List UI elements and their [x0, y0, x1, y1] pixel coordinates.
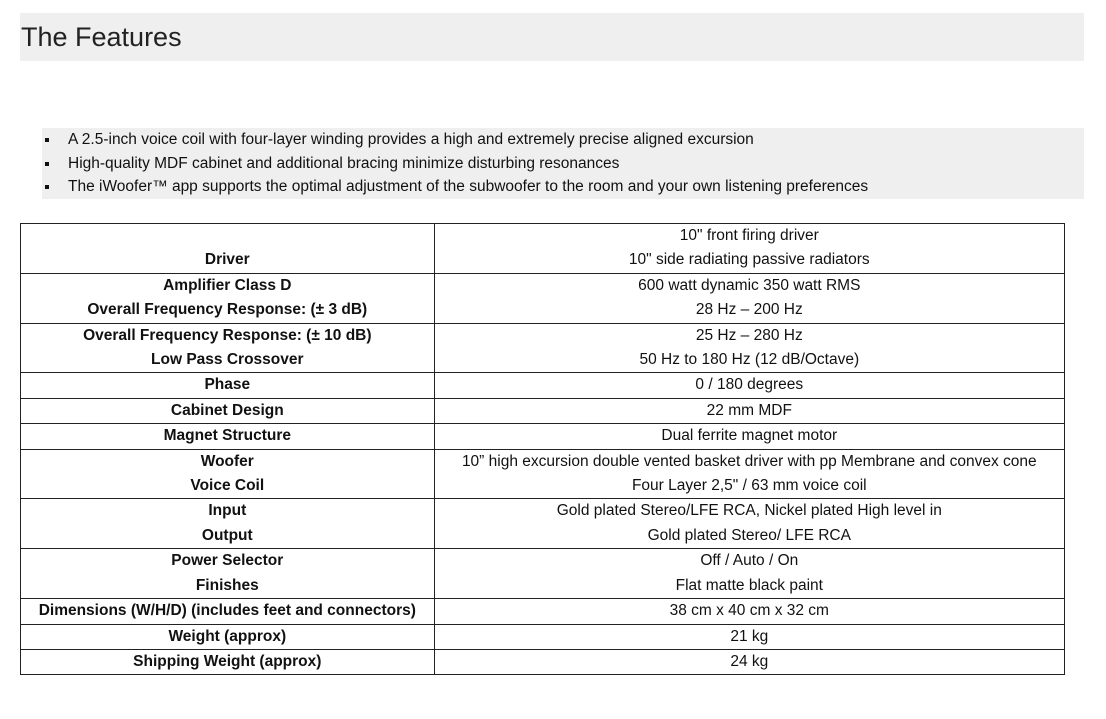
bullet-icon — [45, 138, 49, 142]
spec-label: Overall Frequency Response: (± 10 dB) — [83, 326, 372, 344]
spec-label-cell — [21, 273, 435, 323]
spec-label: Driver — [204, 251, 250, 269]
spec-value: 0 / 180 degrees — [695, 376, 804, 394]
spec-label-cell — [21, 549, 435, 599]
spec-label: Dimensions (W/H/D) (includes feet and connectors) — [38, 602, 416, 620]
spec-label-cell — [21, 424, 435, 449]
spec-value-cell — [434, 398, 1064, 423]
spec-value-cell — [434, 549, 1064, 599]
spec-label-cell — [21, 599, 435, 624]
spec-label-cell — [21, 323, 435, 373]
page-title: The Features — [21, 22, 182, 52]
spec-label-cell — [21, 398, 435, 423]
bullet-icon — [45, 185, 49, 189]
spec-value: Off / Auto / On — [700, 552, 799, 570]
spec-label: Amplifier Class D — [163, 276, 292, 294]
feature-list — [42, 128, 1084, 199]
table-row — [21, 273, 1065, 323]
spec-value-cell — [434, 649, 1064, 674]
table-row — [21, 449, 1065, 499]
spec-label-cell — [21, 224, 435, 274]
heading-bar — [20, 13, 1084, 61]
table-row — [21, 599, 1065, 624]
spec-value: Four Layer 2,5" / 63 mm voice coil — [631, 477, 867, 495]
bullet-icon — [45, 162, 49, 166]
spec-label-cell — [21, 649, 435, 674]
table-row — [21, 224, 1065, 274]
spec-label: Phase — [204, 376, 251, 394]
spec-value: 50 Hz to 180 Hz (12 dB/Octave) — [639, 351, 860, 369]
spec-label: Woofer — [200, 452, 254, 470]
spec-label-cell — [21, 373, 435, 398]
table-row — [21, 323, 1065, 373]
spec-label: Overall Frequency Response: (± 3 dB) — [87, 301, 368, 319]
spec-value: 10” high excursion double vented basket driver with pp Membrane and convex cone — [461, 452, 1037, 470]
spec-value: 38 cm x 40 cm x 32 cm — [669, 602, 829, 620]
spec-value-cell — [434, 323, 1064, 373]
spec-label-cell — [21, 499, 435, 549]
table-row — [21, 624, 1065, 649]
spec-value-cell — [434, 373, 1064, 398]
feature-text: High-quality MDF cabinet and additional bracing minimize disturbing resonances — [68, 154, 620, 172]
spec-value: 22 mm MDF — [706, 401, 792, 419]
feature-text: The iWoofer™ app supports the optimal adjustment of the subwoofer to the room and your own listening preferences — [68, 178, 869, 195]
spec-value-cell — [434, 273, 1064, 323]
table-row — [21, 373, 1065, 398]
spec-value-cell — [434, 499, 1064, 549]
feature-item — [42, 175, 1084, 199]
spec-label: Low Pass Crossover — [151, 351, 304, 369]
spec-value: 600 watt dynamic 350 watt RMS — [638, 276, 861, 294]
spec-label-cell — [21, 624, 435, 649]
table-row — [21, 424, 1065, 449]
table-row — [21, 549, 1065, 599]
spec-value-cell — [434, 424, 1064, 449]
table-row — [21, 398, 1065, 423]
table-row — [21, 499, 1065, 549]
spec-value-cell — [434, 624, 1064, 649]
spec-value: Gold plated Stereo/LFE RCA, Nickel plated High level in — [556, 502, 942, 520]
table-row — [21, 649, 1065, 674]
spec-label: Cabinet Design — [170, 401, 284, 419]
spec-value: Dual ferrite magnet motor — [661, 427, 838, 445]
spec-value: Flat matte black paint — [675, 576, 823, 594]
spec-value: 25 Hz – 280 Hz — [695, 326, 803, 344]
spec-value: Gold plated Stereo/ LFE RCA — [647, 526, 851, 544]
spec-value-cell — [434, 224, 1064, 274]
spec-label: Voice Coil — [190, 477, 265, 495]
spec-label: Shipping Weight (approx) — [133, 652, 322, 670]
feature-item — [42, 152, 1084, 176]
spec-label: Weight (approx) — [168, 627, 287, 645]
spec-label: Input — [208, 502, 247, 520]
spec-label: Power Selector — [171, 552, 284, 570]
feature-text: A 2.5-inch voice coil with four-layer winding provides a high and extremely precise aligned excursion — [68, 131, 754, 148]
spec-value: 21 kg — [730, 627, 769, 645]
specs-table — [20, 223, 1065, 675]
spec-label-cell — [21, 449, 435, 499]
spec-label: Finishes — [195, 576, 259, 594]
spec-value-cell — [434, 599, 1064, 624]
spec-value: 10" side radiating passive radiators — [628, 251, 870, 269]
spec-label: Output — [201, 526, 253, 544]
spec-label: Magnet Structure — [163, 427, 292, 445]
spec-value: 10" front firing driver — [679, 227, 819, 244]
spec-value: 28 Hz – 200 Hz — [695, 301, 803, 319]
spec-value: 24 kg — [730, 652, 769, 670]
spec-value-cell — [434, 449, 1064, 499]
feature-item — [42, 128, 1084, 152]
